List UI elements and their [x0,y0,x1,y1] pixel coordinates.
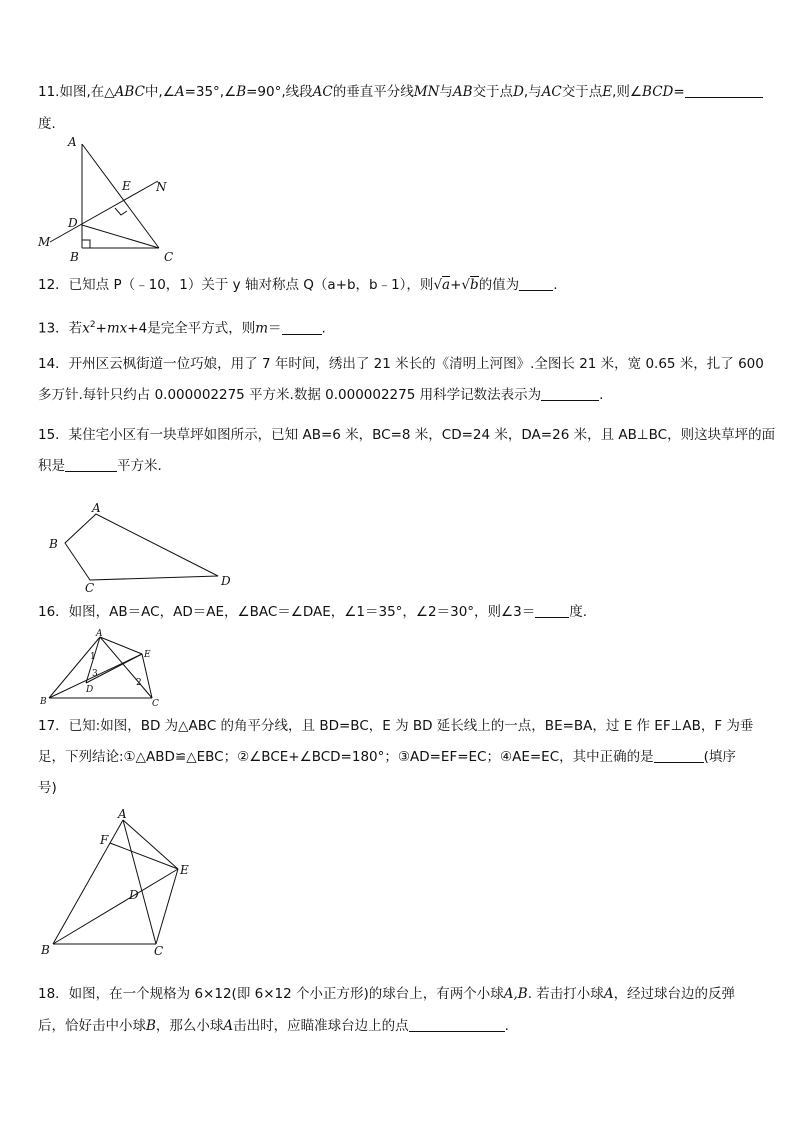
q11-line-mn [50,181,158,242]
q17-segment-ac [123,820,156,944]
q12-sqrt-b: √b [461,277,479,293]
q15-text-line1: 15．某住宅小区有一块草坪如图所示，已知 AB=6 米，BC=8 米，CD=24 米，DA=26 米，且 AB⊥BC，则这块草坪的面 [38,427,776,443]
q11-right-angle-b [82,240,90,248]
q11-label-a: A [68,135,77,149]
q16-angle-1: 1 [90,652,96,662]
q11-label-e: E [122,179,131,193]
q16-label-a: A [96,629,103,639]
q15-label-c: C [85,581,95,595]
q11-answer-blank[interactable] [685,83,763,98]
q11-label-d: D [68,216,78,230]
q11-segment-dc [82,225,159,248]
q15-quadrilateral-abcd [65,514,218,580]
q12-sqrt-a: √a [433,277,451,293]
q17-label-d: D [129,888,139,902]
q15-label-b: B [49,537,58,551]
q17-segment-ab [53,820,123,944]
q16-figure [38,628,168,708]
q11-text-line1: 11.如图,在△ABC中,∠A=35°,∠B=90°,线段AC的垂直平分线MN与AB交于点D,与AC交于点E,则∠BCD= [38,82,758,102]
q17-label-f: F [100,833,109,847]
q11-figure [34,134,184,264]
q15-answer-blank[interactable] [65,457,117,472]
q16-segment-ac [100,637,152,698]
q17-label-e: E [180,863,189,877]
q17-text-line1: 17．已知:如图，BD 为△ABC 的角平分线，且 BD=BC，E 为 BD 延长线上的一点，BE=BA，过 E 作 EF⊥AB，F 为垂 [38,718,754,734]
q15-figure [40,498,240,598]
q11-right-angle-e [115,208,127,215]
q12-answer-blank[interactable] [519,276,553,291]
q14-text-line2: 多万针.每针只约占 0.000002275 平方米.数据 0.000002275 用科学记数法表示为 . [38,387,604,403]
q11-segment-ac [82,144,159,248]
q16-label-c: C [152,699,159,709]
q17-label-c: C [154,944,164,958]
q14-answer-blank[interactable] [541,386,599,401]
q14-text-line1: 14．开州区云枫街道一位巧娘，用了 7 年时间，绣出了 21 米长的《清明上河图》.全图长 21 米，宽 0.65 米，扎了 600 [38,356,764,372]
q17-label-b: B [41,943,50,957]
q17-figure [38,806,208,961]
q17-text-line3: 号) [38,780,57,796]
q16-label-b: B [40,697,47,707]
q13-answer-blank[interactable] [282,320,322,335]
q17-label-a: A [118,807,127,821]
q11-label-n: N [156,180,167,194]
q16-label-d: D [86,685,94,695]
q18-text-line1: 18．如图，在一个规格为 6×12(即 6×12 个小正方形)的球台上，有两个小球A,B. 若击打小球A，经过球台边的反弹 [38,986,736,1002]
q18-answer-blank[interactable] [409,1017,505,1032]
q16-angle-3: 3 [92,669,98,679]
q18-text-line2: 后，恰好击中小球B，那么小球A击出时，应瞄准球台边上的点 . [38,1018,509,1034]
q16-text: 16．如图，AB＝AC，AD＝AE，∠BAC＝∠DAE，∠1＝35°，∠2＝30°，则∠3＝ 度. [38,604,588,620]
q15-label-d: D [221,574,231,588]
q16-answer-blank[interactable] [535,603,569,618]
q11-label-m: M [38,235,51,249]
q12-text: 12．已知点 P（﹣10，1）关于 y 轴对称点 Q（a+b，b﹣1），则√a+√b的值为 . [38,277,558,293]
q11-label-b: B [70,250,79,264]
q15-text-line2: 积是 平方米. [38,458,162,474]
q17-text-line2: 足，下列结论:①△ABD≌△EBC；②∠BCE+∠BCD=180°；③AD=EF=EC；④AE=EC，其中正确的是 (填序 [38,749,736,765]
q17-segment-ae [123,820,178,869]
q16-label-e: E [144,650,151,660]
q11-label-c: C [164,250,174,264]
q17-answer-blank[interactable] [654,748,704,763]
q13-text: 13．若$x^2+mx+4$是完全平方式，则m＝ . [38,320,326,337]
q16-angle-2: 2 [136,678,142,688]
q17-segment-fe [110,843,178,869]
q15-label-a: A [92,501,101,515]
q11-text-line2: 度. [38,116,56,132]
q16-segment-ae [100,637,142,654]
